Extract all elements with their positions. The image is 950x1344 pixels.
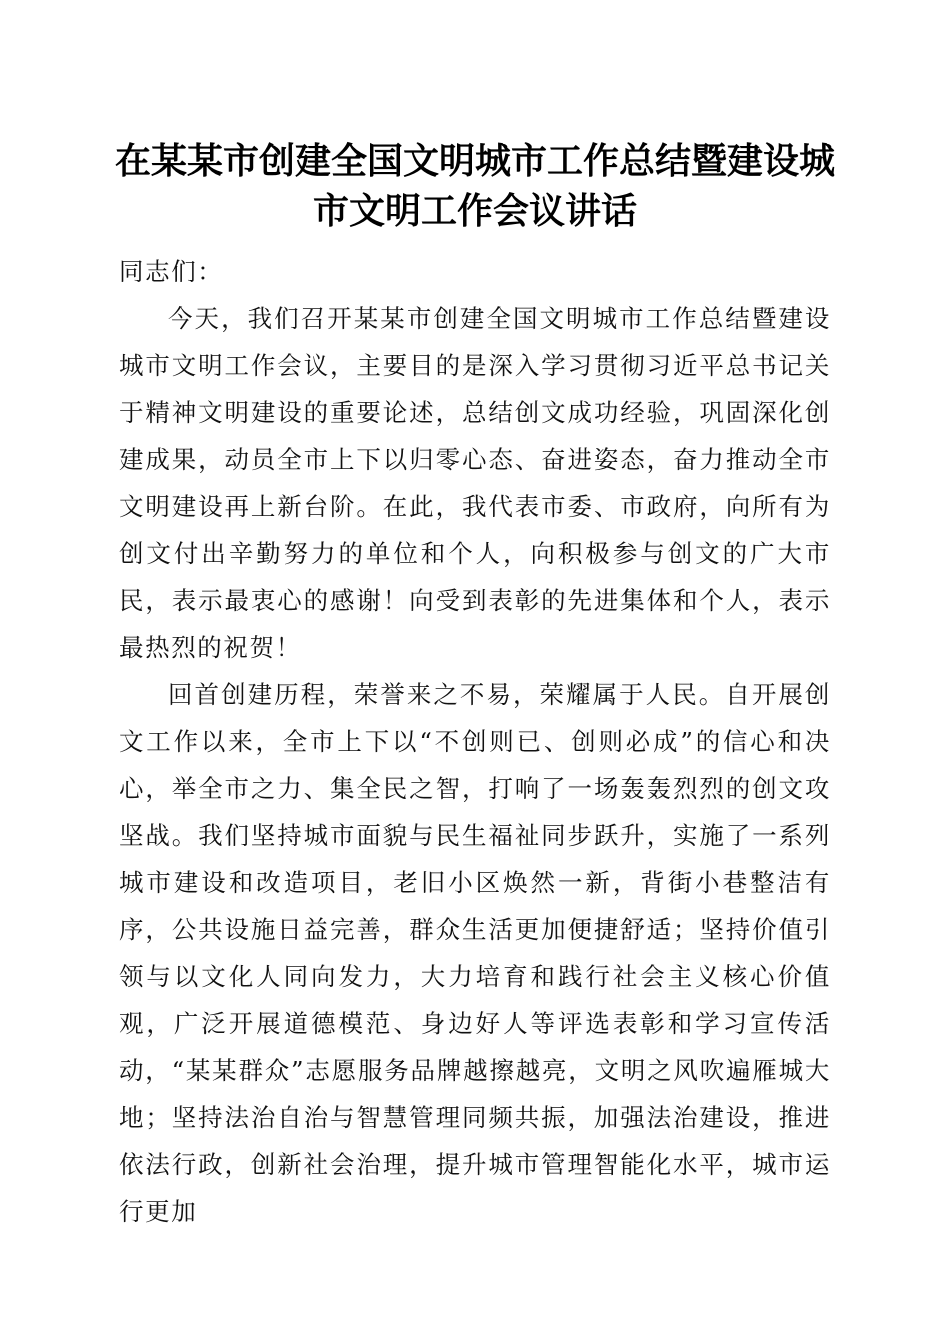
document-title: 在某某市创建全国文明城市工作总结暨建设城市文明工作会议讲话 (114, 140, 835, 232)
document-body (119, 248, 831, 1235)
salutation: 同志们： (119, 257, 224, 286)
paragraph-2: 回首创建历程，荣誉来之不易，荣耀属于人民。自开展创文工作以来，全市上下以“不创则已、创则必成”的信心和决心，举全市之力、集全民之智，打响了一场轰轰烈烈的创文攻坚战。我们坚持城市面貌与民生福祉同步跃升，实施了一系列城市建设和改造项目，老旧小区焕然一新，背街小巷整洁有序，公共设施日益完善，群众生活更加便捷舒适；坚持价值引领与以文化人同向发力，大力培育和践行社会主义核心价值观，广泛开展道德模范、身边好人等评选表彰和学习宣传活动，“某某群众”志愿服务品牌越擦越亮，文明之风吹遍雁城大地；坚持法治自治与智慧管理同频共振，加强法治建设，推进依法行政，创新社会治理，提升城市管理智能化水平，城市运行更加 (119, 680, 831, 1226)
paragraph-1: 今天，我们召开某某市创建全国文明城市工作总结暨建设城市文明工作会议，主要目的是深入学习贯彻习近平总书记关于精神文明建设的重要论述，总结创文成功经验，巩固深化创建成果，动员全市上下以归零心态、奋进姿态，奋力推动全市文明建设再上新台阶。在此，我代表市委、市政府，向所有为创文付出辛勤努力的单位和个人，向积极参与创文的广大市民，表示最衷心的感谢！向受到表彰的先进集体和个人，表示最热烈的祝贺！ (119, 304, 831, 662)
